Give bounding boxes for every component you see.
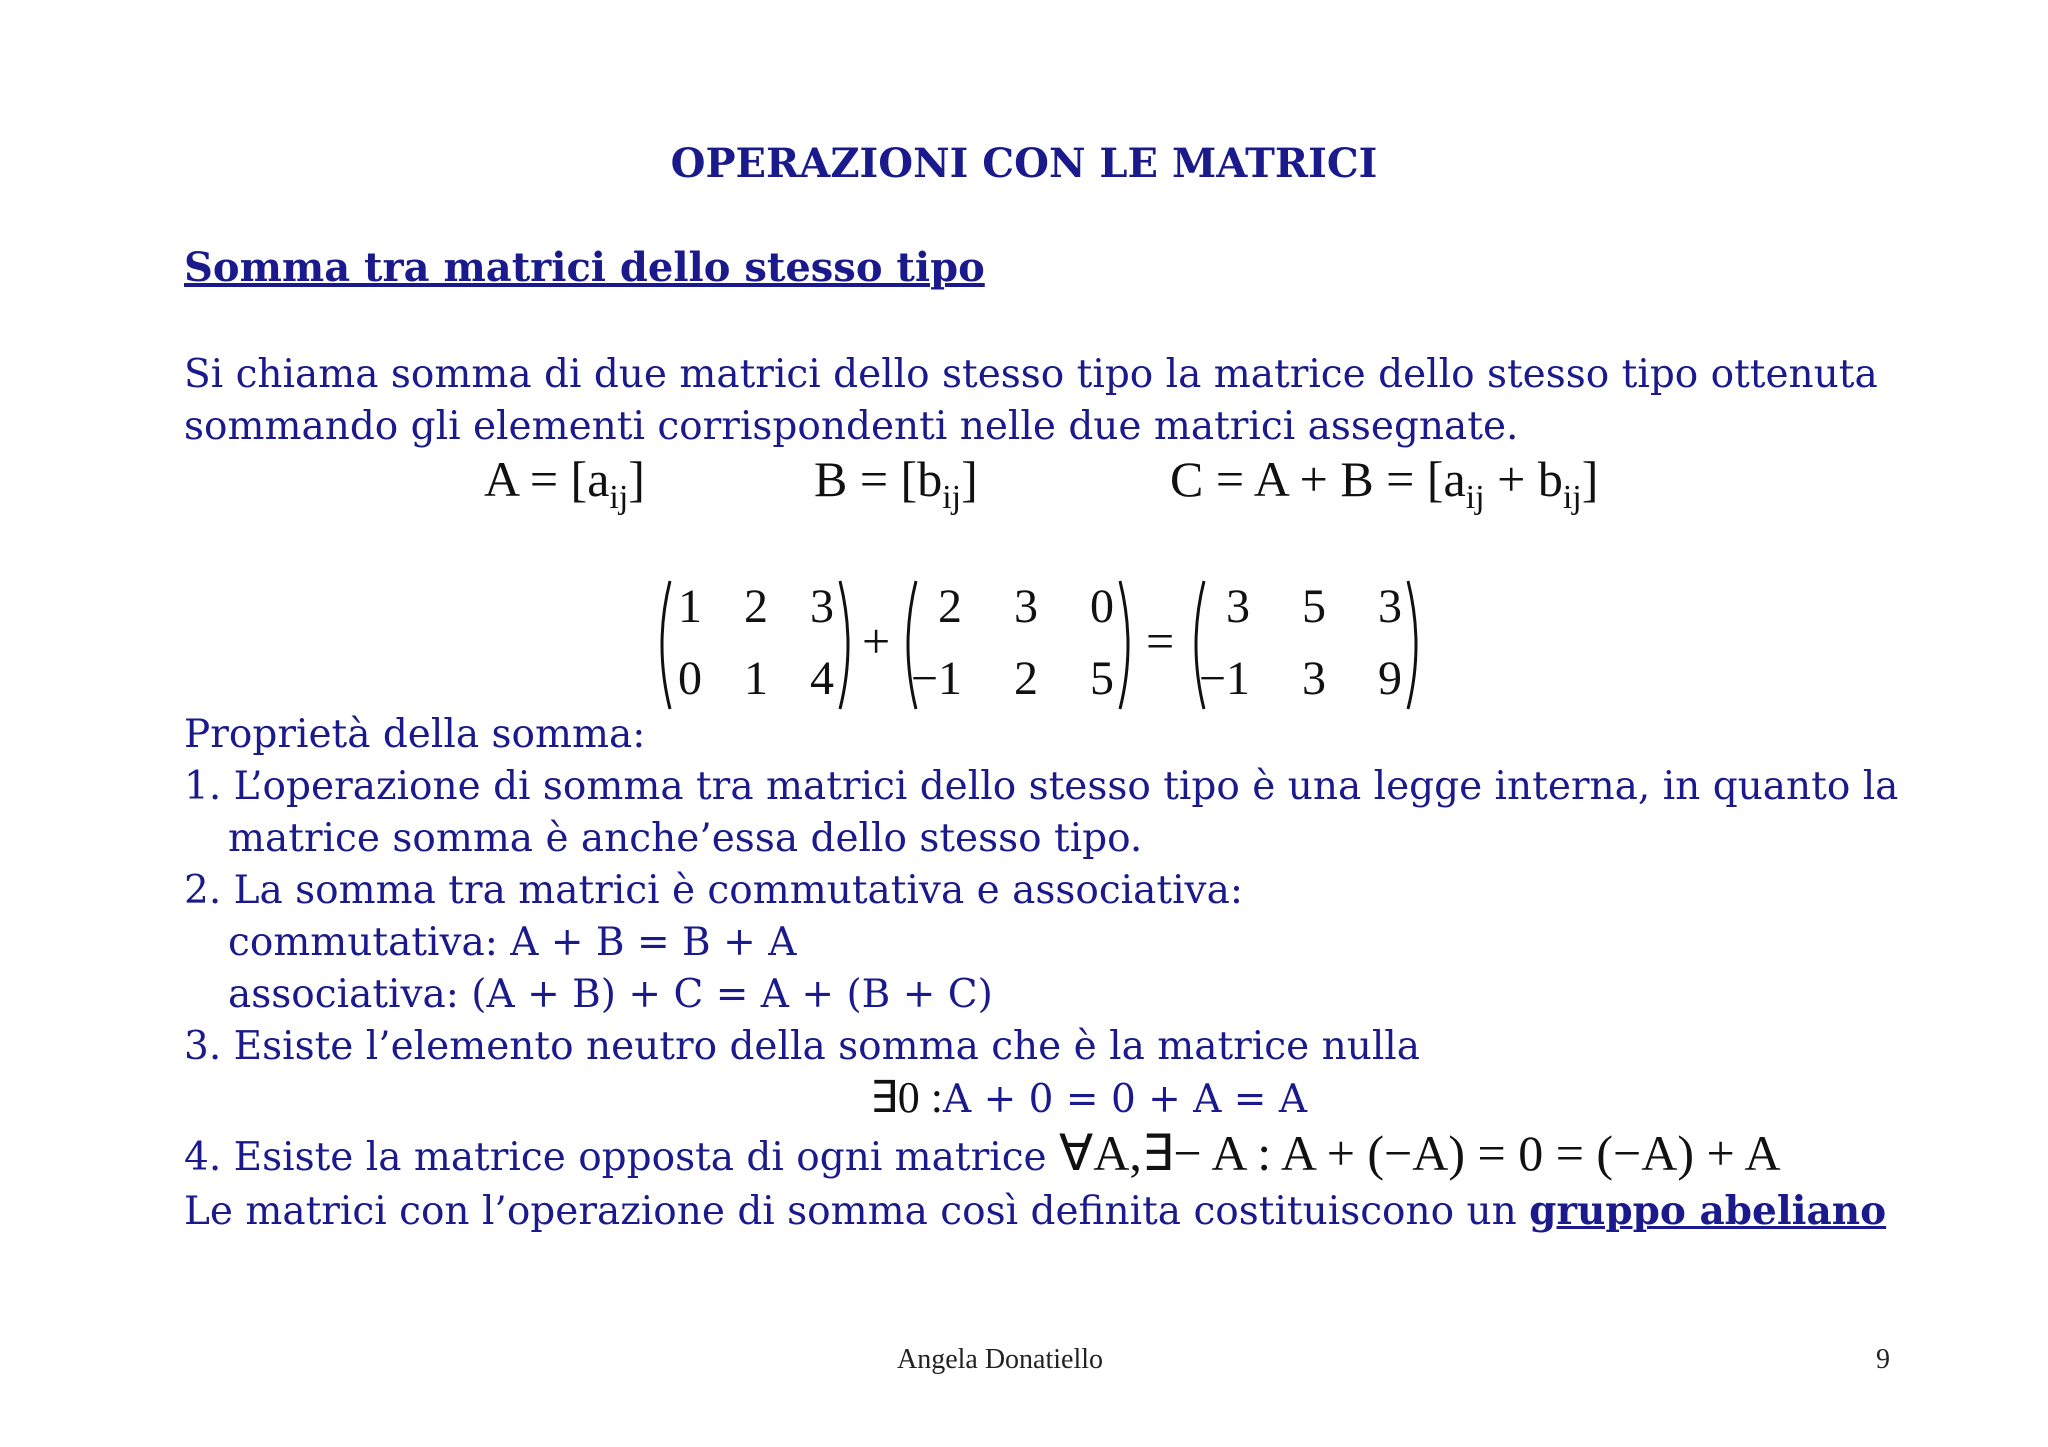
matrix-cell: 2 <box>1014 652 1038 705</box>
matrix-3 <box>1186 575 1426 715</box>
matrix-cell: 3 <box>1302 652 1326 705</box>
matrix-cell: 0 <box>1090 580 1114 633</box>
property-2: 2. La somma tra matrici è commutativa e associativa: <box>184 868 1243 913</box>
page-title: OPERAZIONI CON LE MATRICI <box>670 140 1378 187</box>
property-3: 3. Esiste l’elemento neutro della somma che è la matrice nulla <box>184 1024 1421 1069</box>
matrix-cell: 5 <box>1302 580 1326 633</box>
matrix-cell: −1 <box>1198 652 1250 705</box>
property-2-associative: associativa: (A + B) + C = A + (B + C) <box>228 972 993 1017</box>
footer-author: Angela Donatiello <box>896 1344 1104 1375</box>
matrix-cell: 1 <box>678 580 702 633</box>
definition-a: $A = [a_{ij}]$ <box>484 451 645 516</box>
matrix-cell: 3 <box>1378 580 1402 633</box>
gruppo-abeliano-term: gruppo abeliano <box>1529 1188 1887 1234</box>
equals-sign: = <box>1146 613 1175 669</box>
plus-sign: + <box>862 613 891 669</box>
matrix-cell: 2 <box>744 580 768 633</box>
intro-line-1: Si chiama somma di due matrici dello stesso tipo la matrice dello stesso tipo ottenuta <box>184 352 1878 397</box>
definition-b: $B = [b_{ij}]$ <box>814 451 978 516</box>
property-2-commutative: commutativa: A + B = B + A <box>228 920 797 965</box>
section-heading: Somma tra matrici dello stesso tipo <box>184 244 985 291</box>
page-number: 9 <box>1876 1344 1890 1375</box>
matrix-cell: 9 <box>1378 652 1402 705</box>
matrix-cell: 3 <box>1226 580 1250 633</box>
property-1-line-2: matrice somma è anche’essa dello stesso tipo. <box>228 816 1143 861</box>
properties-heading: Proprietà della somma: <box>184 712 646 757</box>
conclusion: Le matrici con l’operazione di somma così definita costituiscono un gruppo abeliano <box>184 1188 1887 1234</box>
matrix-cell: 4 <box>810 652 834 705</box>
definition-c: $C = A + B = [a_{ij} + b_{ij}]$ <box>1170 451 1599 516</box>
property-3-formula: ∃0 :A + 0 = 0 + A = A <box>870 1073 1308 1122</box>
matrix-cell: 3 <box>810 580 834 633</box>
matrix-cell: 3 <box>1014 580 1038 633</box>
property-1-line-1: 1. L’operazione di somma tra matrici dello stesso tipo è una legge interna, in quanto la <box>184 764 1899 809</box>
matrix-1 <box>652 575 858 715</box>
matrix-cell: 0 <box>678 652 702 705</box>
matrix-2 <box>898 575 1138 715</box>
property-4: 4. Esiste la matrice opposta di ogni matrice ∀A,∃− A : A + (−A) = 0 = (−A) + A <box>184 1125 1781 1181</box>
intro-line-2: sommando gli elementi corrispondenti nelle due matrici assegnate. <box>184 404 1519 449</box>
matrix-cell: −1 <box>910 652 962 705</box>
matrix-cell: 5 <box>1090 652 1114 705</box>
matrix-cell: 2 <box>938 580 962 633</box>
matrix-cell: 1 <box>744 652 768 705</box>
